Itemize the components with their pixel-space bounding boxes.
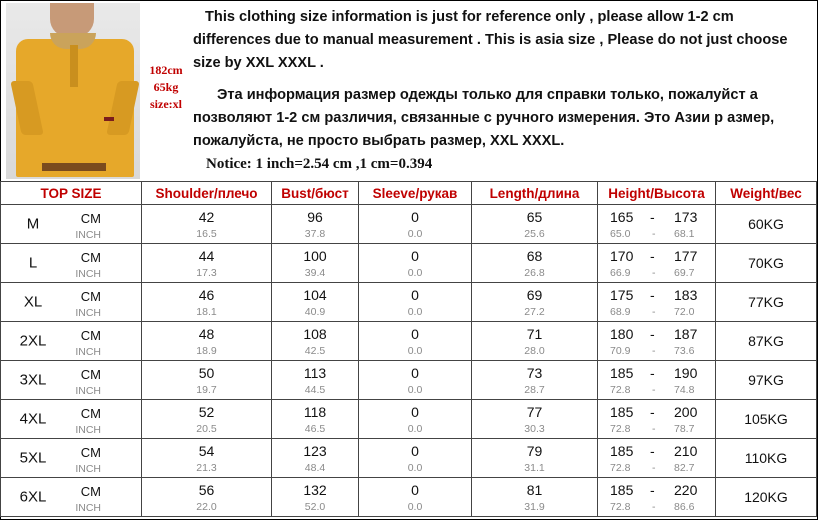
table-row [1,205,817,244]
length-cell-cm: 81 [526,482,543,498]
sleeve-cell [359,283,472,322]
bust-cell-inch: 48.4 [304,462,326,474]
table-row [1,400,817,439]
bust-cell-inch: 40.9 [304,306,326,318]
height-cm-max: 190 [674,365,698,381]
shirt-logo [104,117,114,121]
shoulder-cell-cm: 42 [198,209,215,225]
length-cell-cm: 79 [526,443,543,459]
size-cell [1,400,142,439]
length-cell-inch: 26.8 [524,267,545,279]
size-cell [1,322,142,361]
col-top-size: TOP SIZE [1,182,142,205]
bust-cell-cm: 113 [303,365,327,381]
weight-cell: 120KG [716,478,817,517]
shoulder-cell-inch: 20.5 [196,423,217,435]
length-cell-inch: 25.6 [524,228,545,240]
height-dash-inch: - [652,228,656,240]
bust-cell [272,400,359,439]
length-cell [472,244,598,283]
bust-cell-inch: 52.0 [304,501,326,513]
shirt-placket [70,45,78,87]
weight-cell: 77KG [716,283,817,322]
height-cell [598,205,716,244]
belt [42,163,106,171]
height-in-max: 74.8 [674,384,695,396]
height-cm-max: 177 [674,248,698,264]
shoulder-cell-inch: 22.0 [196,501,217,513]
bust-cell-cm: 132 [303,482,327,498]
sleeve-cell-cm: 0 [411,326,419,342]
length-cell-cm: 68 [526,248,543,264]
height-in-min: 72.8 [610,501,631,513]
length-cell-cm: 71 [526,326,543,342]
height-in-min: 68.9 [610,306,631,318]
unit-cm-label: CM [80,211,101,226]
height-dash-inch: - [652,384,656,396]
shoulder-cell-inch: 18.9 [196,345,217,357]
bust-cell-inch: 39.4 [304,267,326,279]
weight-cell: 60KG [716,205,817,244]
sleeve-cell-cm: 0 [411,482,419,498]
bust-cell-cm: 108 [303,326,327,342]
height-cm-max: 220 [674,482,698,498]
unit-inch-label: INCH [75,346,101,358]
size-cell [1,283,142,322]
height-dash: - [650,482,655,498]
height-dash-inch: - [652,462,656,474]
shoulder-cell [142,439,272,478]
sleeve-cell [359,205,472,244]
shoulder-cell-inch: 21.3 [196,462,217,474]
height-in-min: 72.8 [610,423,631,435]
model-stats [142,62,190,113]
unit-cm-label: CM [80,250,101,265]
unit-cm-label: CM [80,445,101,460]
weight-cell: 110KG [716,439,817,478]
shoulder-cell-cm: 46 [198,287,215,303]
height-cm-max: 210 [674,443,698,459]
sleeve-cell [359,244,472,283]
col-height: Height/Высота [598,182,716,205]
table-row [1,322,817,361]
col-shoulder: Shoulder/плечо [142,182,272,205]
length-cell-inch: 30.3 [524,423,545,435]
unit-inch-label: INCH [75,229,101,241]
size-table-header [1,182,817,205]
height-dash-inch: - [652,306,656,318]
bust-cell [272,283,359,322]
height-cell [598,244,716,283]
height-cm-min: 180 [610,326,634,342]
size-table [0,181,817,517]
sleeve-cell [359,322,472,361]
shoulder-cell [142,244,272,283]
size-code: 6XL [19,488,47,506]
height-cm-min: 185 [610,443,634,459]
height-in-min: 66.9 [610,267,631,279]
height-cm-min: 165 [610,209,634,225]
size-code: XL [23,293,43,311]
height-dash: - [650,326,655,342]
weight-cell: 105KG [716,400,817,439]
bust-cell [272,361,359,400]
sleeve-cell-cm: 0 [411,248,419,264]
height-cm-max: 173 [674,209,698,225]
height-cm-max: 183 [674,287,698,303]
length-cell-cm: 73 [526,365,543,381]
length-cell [472,283,598,322]
height-dash: - [650,404,655,420]
bust-cell-inch: 37.8 [304,228,326,240]
length-cell [472,205,598,244]
height-in-min: 72.8 [610,462,631,474]
bust-cell-cm: 118 [303,404,327,420]
sleeve-cell-cm: 0 [411,404,419,420]
sleeve-cell-cm: 0 [411,365,419,381]
height-cm-min: 185 [610,482,634,498]
height-dash: - [650,248,655,264]
unit-cm-label: CM [80,328,101,343]
height-cell [598,361,716,400]
model-head [50,3,94,37]
height-cell [598,478,716,517]
sleeve-cell [359,361,472,400]
bust-cell-inch: 44.5 [304,384,326,396]
size-code: M [26,215,40,233]
height-cm-min: 185 [610,365,634,381]
unit-inch-label: INCH [75,268,101,280]
unit-inch-label: INCH [75,385,101,397]
unit-notice: Notice: 1 inch=2.54 cm ,1 cm=0.394 [206,156,433,172]
height-dash: - [650,443,655,459]
shoulder-cell-inch: 19.7 [196,384,217,396]
sleeve-cell-inch: 0.0 [407,423,423,435]
bust-cell-cm: 104 [303,287,327,303]
height-cm-min: 170 [610,248,634,264]
col-bust: Bust/бюст [272,182,359,205]
height-in-max: 69.7 [674,267,695,279]
height-in-max: 72.0 [674,306,695,318]
shoulder-cell-cm: 56 [198,482,215,498]
length-cell [472,400,598,439]
size-cell [1,244,142,283]
unit-inch-label: INCH [75,463,101,475]
col-weight: Weight/вес [716,182,817,205]
shoulder-cell-cm: 52 [198,404,215,420]
shirt-sleeve-right [106,81,139,135]
length-cell-inch: 28.7 [524,384,545,396]
height-dash: - [650,365,655,381]
col-sleeve: Sleeve/рукав [359,182,472,205]
length-cell-inch: 28.0 [524,345,545,357]
size-cell [1,439,142,478]
height-dash: - [650,209,655,225]
shoulder-cell-inch: 18.1 [196,306,217,318]
height-in-min: 72.8 [610,384,631,396]
bust-cell-cm: 100 [303,248,327,264]
shirt-sleeve-left [10,81,43,135]
disclaimer-english: This clothing size information is just for reference only , please allow 1-2 cm differences due to manual measurement . This is asia size , Please do not just choose size by XXL XXXL . [193,9,788,71]
model-size: size:xl [150,97,182,111]
size-cell [1,205,142,244]
model-weight: 65kg [153,80,179,94]
sleeve-cell-cm: 0 [411,287,419,303]
shoulder-cell-inch: 16.5 [196,228,217,240]
sleeve-cell [359,400,472,439]
size-table-body [1,205,817,517]
unit-cm-label: CM [80,367,101,382]
height-dash-inch: - [652,501,656,513]
height-in-min: 70.9 [610,345,631,357]
height-cm-max: 200 [674,404,698,420]
shoulder-cell [142,361,272,400]
bust-cell-cm: 123 [303,443,327,459]
bust-cell-inch: 42.5 [304,345,326,357]
height-in-max: 68.1 [674,228,695,240]
shoulder-cell-cm: 50 [198,365,215,381]
unit-inch-label: INCH [75,502,101,514]
length-cell-cm: 77 [526,404,543,420]
length-cell-inch: 31.1 [524,462,545,474]
size-code: 5XL [19,449,47,467]
height-in-max: 86.6 [674,501,695,513]
sleeve-cell [359,478,472,517]
shoulder-cell [142,283,272,322]
length-cell [472,361,598,400]
unit-cm-label: CM [80,484,101,499]
height-cm-min: 185 [610,404,634,420]
table-row [1,361,817,400]
sleeve-cell-cm: 0 [411,209,419,225]
length-cell-inch: 31.9 [524,501,545,513]
height-in-max: 73.6 [674,345,695,357]
height-dash: - [650,287,655,303]
sleeve-cell-inch: 0.0 [407,384,423,396]
bust-cell [272,322,359,361]
unit-inch-label: INCH [75,307,101,319]
shoulder-cell-cm: 48 [198,326,215,342]
shoulder-cell [142,322,272,361]
table-row [1,283,817,322]
weight-cell: 97KG [716,361,817,400]
shoulder-cell-cm: 44 [198,248,215,264]
length-cell [472,322,598,361]
shoulder-cell [142,478,272,517]
sleeve-cell-inch: 0.0 [407,306,423,318]
height-cell [598,322,716,361]
shoulder-cell-cm: 54 [198,443,215,459]
sleeve-cell [359,439,472,478]
height-cm-min: 175 [610,287,634,303]
height-dash-inch: - [652,267,656,279]
unit-inch-label: INCH [75,424,101,436]
size-code: 2XL [19,332,47,350]
height-in-max: 78.7 [674,423,695,435]
shoulder-cell [142,400,272,439]
sleeve-cell-inch: 0.0 [407,462,423,474]
length-cell [472,439,598,478]
bust-cell [272,439,359,478]
product-photo [6,3,140,179]
length-cell-cm: 69 [526,287,543,303]
height-in-max: 82.7 [674,462,695,474]
length-cell-cm: 65 [526,209,543,225]
sleeve-cell-inch: 0.0 [407,228,423,240]
table-row [1,478,817,517]
height-cell [598,400,716,439]
length-cell [472,478,598,517]
length-cell-inch: 27.2 [524,306,545,318]
unit-cm-label: CM [80,406,101,421]
height-cell [598,439,716,478]
disclaimer-russian: Эта информация размер одежды только для справки только, пожалуйст а позволяют 1-2 см различия, связанные с ручного измерения. Это Азии р азмер, пожалуйста, не просто выбрать размер, XXL XXXL. [193,87,775,149]
bust-cell-inch: 46.5 [304,423,326,435]
height-in-min: 65.0 [610,228,631,240]
size-code: 3XL [19,371,47,389]
weight-cell: 87KG [716,322,817,361]
table-row [1,439,817,478]
model-height: 182cm [149,63,183,77]
unit-cm-label: CM [80,289,101,304]
col-length: Length/длина [472,182,598,205]
weight-cell: 70KG [716,244,817,283]
size-disclaimer [193,6,813,153]
size-code: L [28,254,38,272]
height-cell [598,283,716,322]
bust-cell [272,478,359,517]
size-cell [1,478,142,517]
shoulder-cell-inch: 17.3 [196,267,217,279]
size-code: 4XL [19,410,47,428]
size-cell [1,361,142,400]
sleeve-cell-cm: 0 [411,443,419,459]
height-cm-max: 187 [674,326,698,342]
table-row [1,244,817,283]
shoulder-cell [142,205,272,244]
sleeve-cell-inch: 0.0 [407,267,423,279]
sleeve-cell-inch: 0.0 [407,345,423,357]
bust-cell [272,244,359,283]
height-dash-inch: - [652,345,656,357]
bust-cell [272,205,359,244]
bust-cell-cm: 96 [307,209,323,225]
sleeve-cell-inch: 0.0 [407,501,423,513]
height-dash-inch: - [652,423,656,435]
